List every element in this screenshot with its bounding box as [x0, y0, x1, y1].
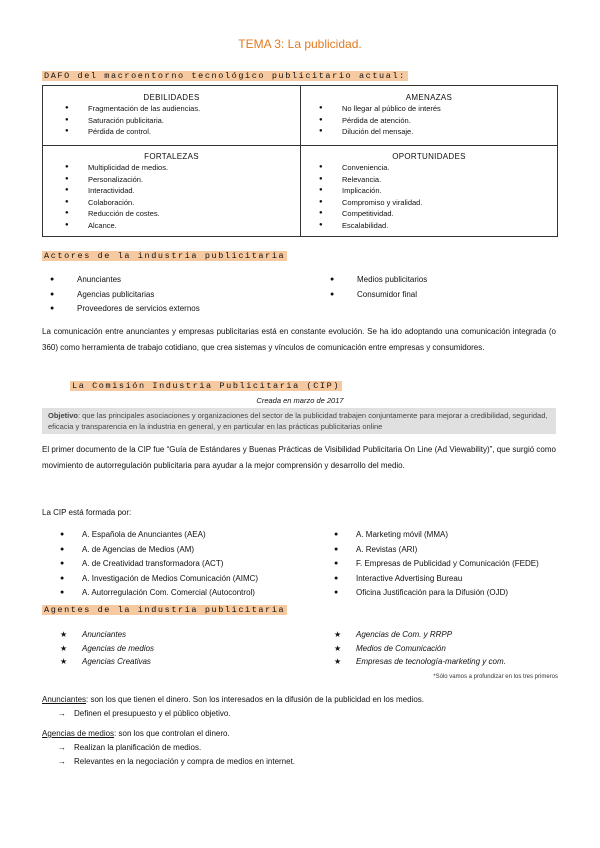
cip-list-left [52, 528, 332, 601]
anunciantes-label: Anunciantes [42, 695, 87, 704]
fortalezas-item: ● Multiplicidad de medios. [65, 162, 300, 174]
actores-paragraph: La comunicación entre anunciantes y empresas publicitarias está en constante evolución. Se ha ido adoptando una comunicación integrada (o 360) como herramienta de trabajo cotidiano, que crea sistemas y vínculos de comunicación entre empresas y consumidores. [42, 327, 556, 352]
cip-list-right [326, 528, 558, 601]
agente-item: ★ Medios de Comunicación [326, 642, 558, 656]
actores-list-right [322, 273, 552, 302]
cip-heading-text: La Comisión Industria Publicitaria (CIP) [72, 381, 341, 391]
agencias-medios-definition [42, 727, 556, 741]
actor-item: ● Anunciantes [42, 273, 322, 288]
dafo-heading [42, 71, 408, 81]
debilidades-item: ● Fragmentación de las audiencias. [65, 103, 300, 115]
cip-member: ● A. de Creatividad transformadora (ACT) [52, 557, 332, 572]
agentes-list-left [52, 628, 332, 669]
dafo-debilidades [43, 93, 300, 138]
agentes-heading-text: Agentes de la industria publicitaria [44, 605, 286, 615]
cip-member: ● F. Empresas de Publicidad y Comunicación (FEDE) [326, 557, 558, 572]
oportunidades-item: ● Implicación. [319, 185, 557, 197]
agentes-note: *Sólo vamos a profundizar en los tres primeros [433, 674, 558, 680]
fortalezas-item: ● Colaboración. [65, 197, 300, 209]
dafo-heading-text: DAFO del macroentorno tecnológico publicitario actual: [44, 71, 406, 81]
actor-item: ● Medios publicitarios [322, 273, 552, 288]
oportunidades-item: ● Compromiso y viralidad. [319, 197, 557, 209]
objetivo-box [42, 408, 556, 434]
agentes-heading [42, 605, 287, 615]
agente-item: ★ Agencias Creativas [52, 655, 332, 669]
anunciantes-definition [42, 693, 556, 707]
cip-member: ● A. Revistas (ARI) [326, 543, 558, 558]
oportunidades-title: OPORTUNIDADES [392, 152, 466, 161]
anunciantes-text: : son los que tienen el dinero. Son los interesados en la difusión de la publicidad en los medios. [86, 695, 425, 704]
agencias-medios-label: Agencias de medios [42, 729, 115, 738]
cip-member: ● A. Investigación de Medios Comunicación (AIMC) [52, 572, 332, 587]
anunciantes-list [42, 707, 556, 721]
debilidades-title: DEBILIDADES [143, 93, 200, 102]
amenazas-title: AMENAZAS [405, 93, 453, 102]
oportunidades-item: ● Conveniencia. [319, 162, 557, 174]
amenazas-item: ● Dilución del mensaje. [319, 126, 557, 138]
cip-heading [70, 381, 342, 391]
amenazas-item: ● Pérdida de atención. [319, 115, 557, 127]
actores-list-left [42, 273, 322, 317]
amenazas-item: ● No llegar al público de interés [319, 103, 557, 115]
actores-heading [42, 251, 287, 261]
cip-member: ● A. Autorregulación Com. Comercial (Autocontrol) [52, 586, 332, 601]
fortalezas-title: FORTALEZAS [144, 152, 199, 161]
agente-item: ★ Anunciantes [52, 628, 332, 642]
dafo-table [42, 85, 558, 237]
actores-heading-text: Actores de la industria publicitaria [44, 251, 286, 261]
dafo-horizontal-divider [43, 145, 557, 146]
fortalezas-item: ● Interactividad. [65, 185, 300, 197]
cip-created: Creada en marzo de 2017 [256, 396, 344, 405]
agente-item: ★ Agencias de Com. y RRPP [326, 628, 558, 642]
agente-item: ★ Agencias de medios [52, 642, 332, 656]
cip-member: ● Interactive Advertising Bureau [326, 572, 558, 587]
cip-member: ● A. Española de Anunciantes (AEA) [52, 528, 332, 543]
agentes-list-right [326, 628, 558, 669]
oportunidades-item: ● Relevancia. [319, 174, 557, 186]
cip-member: ● A. de Agencias de Medios (AM) [52, 543, 332, 558]
page-title: TEMA 3: La publicidad. [238, 37, 362, 51]
actor-item: ● Consumidor final [322, 288, 552, 303]
fortalezas-item: ● Alcance. [65, 220, 300, 232]
oportunidades-item: ● Escalabilidad. [319, 220, 557, 232]
dafo-oportunidades [301, 152, 557, 231]
actor-item: ● Agencias publicitarias [42, 288, 322, 303]
cip-formed-by: La CIP está formada por: [42, 508, 132, 517]
fortalezas-item: ● Personalización. [65, 174, 300, 186]
fortalezas-item: ● Reducción de costes. [65, 208, 300, 220]
agencias-medios-text: : son los que controlan el dinero. [114, 729, 230, 738]
dafo-fortalezas [43, 152, 300, 231]
agencias-medios-list [42, 741, 556, 769]
anunciantes-item: → Definen el presupuesto y el público objetivo. [42, 707, 556, 721]
objetivo-label: Objetivo [48, 411, 79, 420]
agente-item: ★ Empresas de tecnología-marketing y com. [326, 655, 558, 669]
cip-member: ● Oficina Justificación para la Difusión (OJD) [326, 586, 558, 601]
oportunidades-item: ● Competitividad. [319, 208, 557, 220]
agencias-medios-item: → Realizan la planificación de medios. [42, 741, 556, 755]
objetivo-text: : que las principales asociaciones y organizaciones del sector de la publicidad trabajen conjuntamente para mejorar a credibilidad, seguridad, eficacia y transparencia en la industria en general, y en particular en las prácticas publicitarias online [48, 411, 548, 431]
debilidades-item: ● Pérdida de control. [65, 126, 300, 138]
agencias-medios-item: → Relevantes en la negociación y compra de medios en internet. [42, 755, 556, 769]
cip-paragraph: El primer documento de la CIP fue “Guía de Estándares y Buenas Prácticas de Visibilidad Publicitaria On Line (Ad Viewability)”, que surgió como movimiento de autorregulación publicitaria para ayudar a la mejor comprensión y desarrollo del medio. [42, 445, 556, 470]
actor-item: ● Proveedores de servicios externos [42, 302, 322, 317]
debilidades-item: ● Saturación publicitaria. [65, 115, 300, 127]
dafo-amenazas [301, 93, 557, 138]
cip-member: ● A. Marketing móvil (MMA) [326, 528, 558, 543]
